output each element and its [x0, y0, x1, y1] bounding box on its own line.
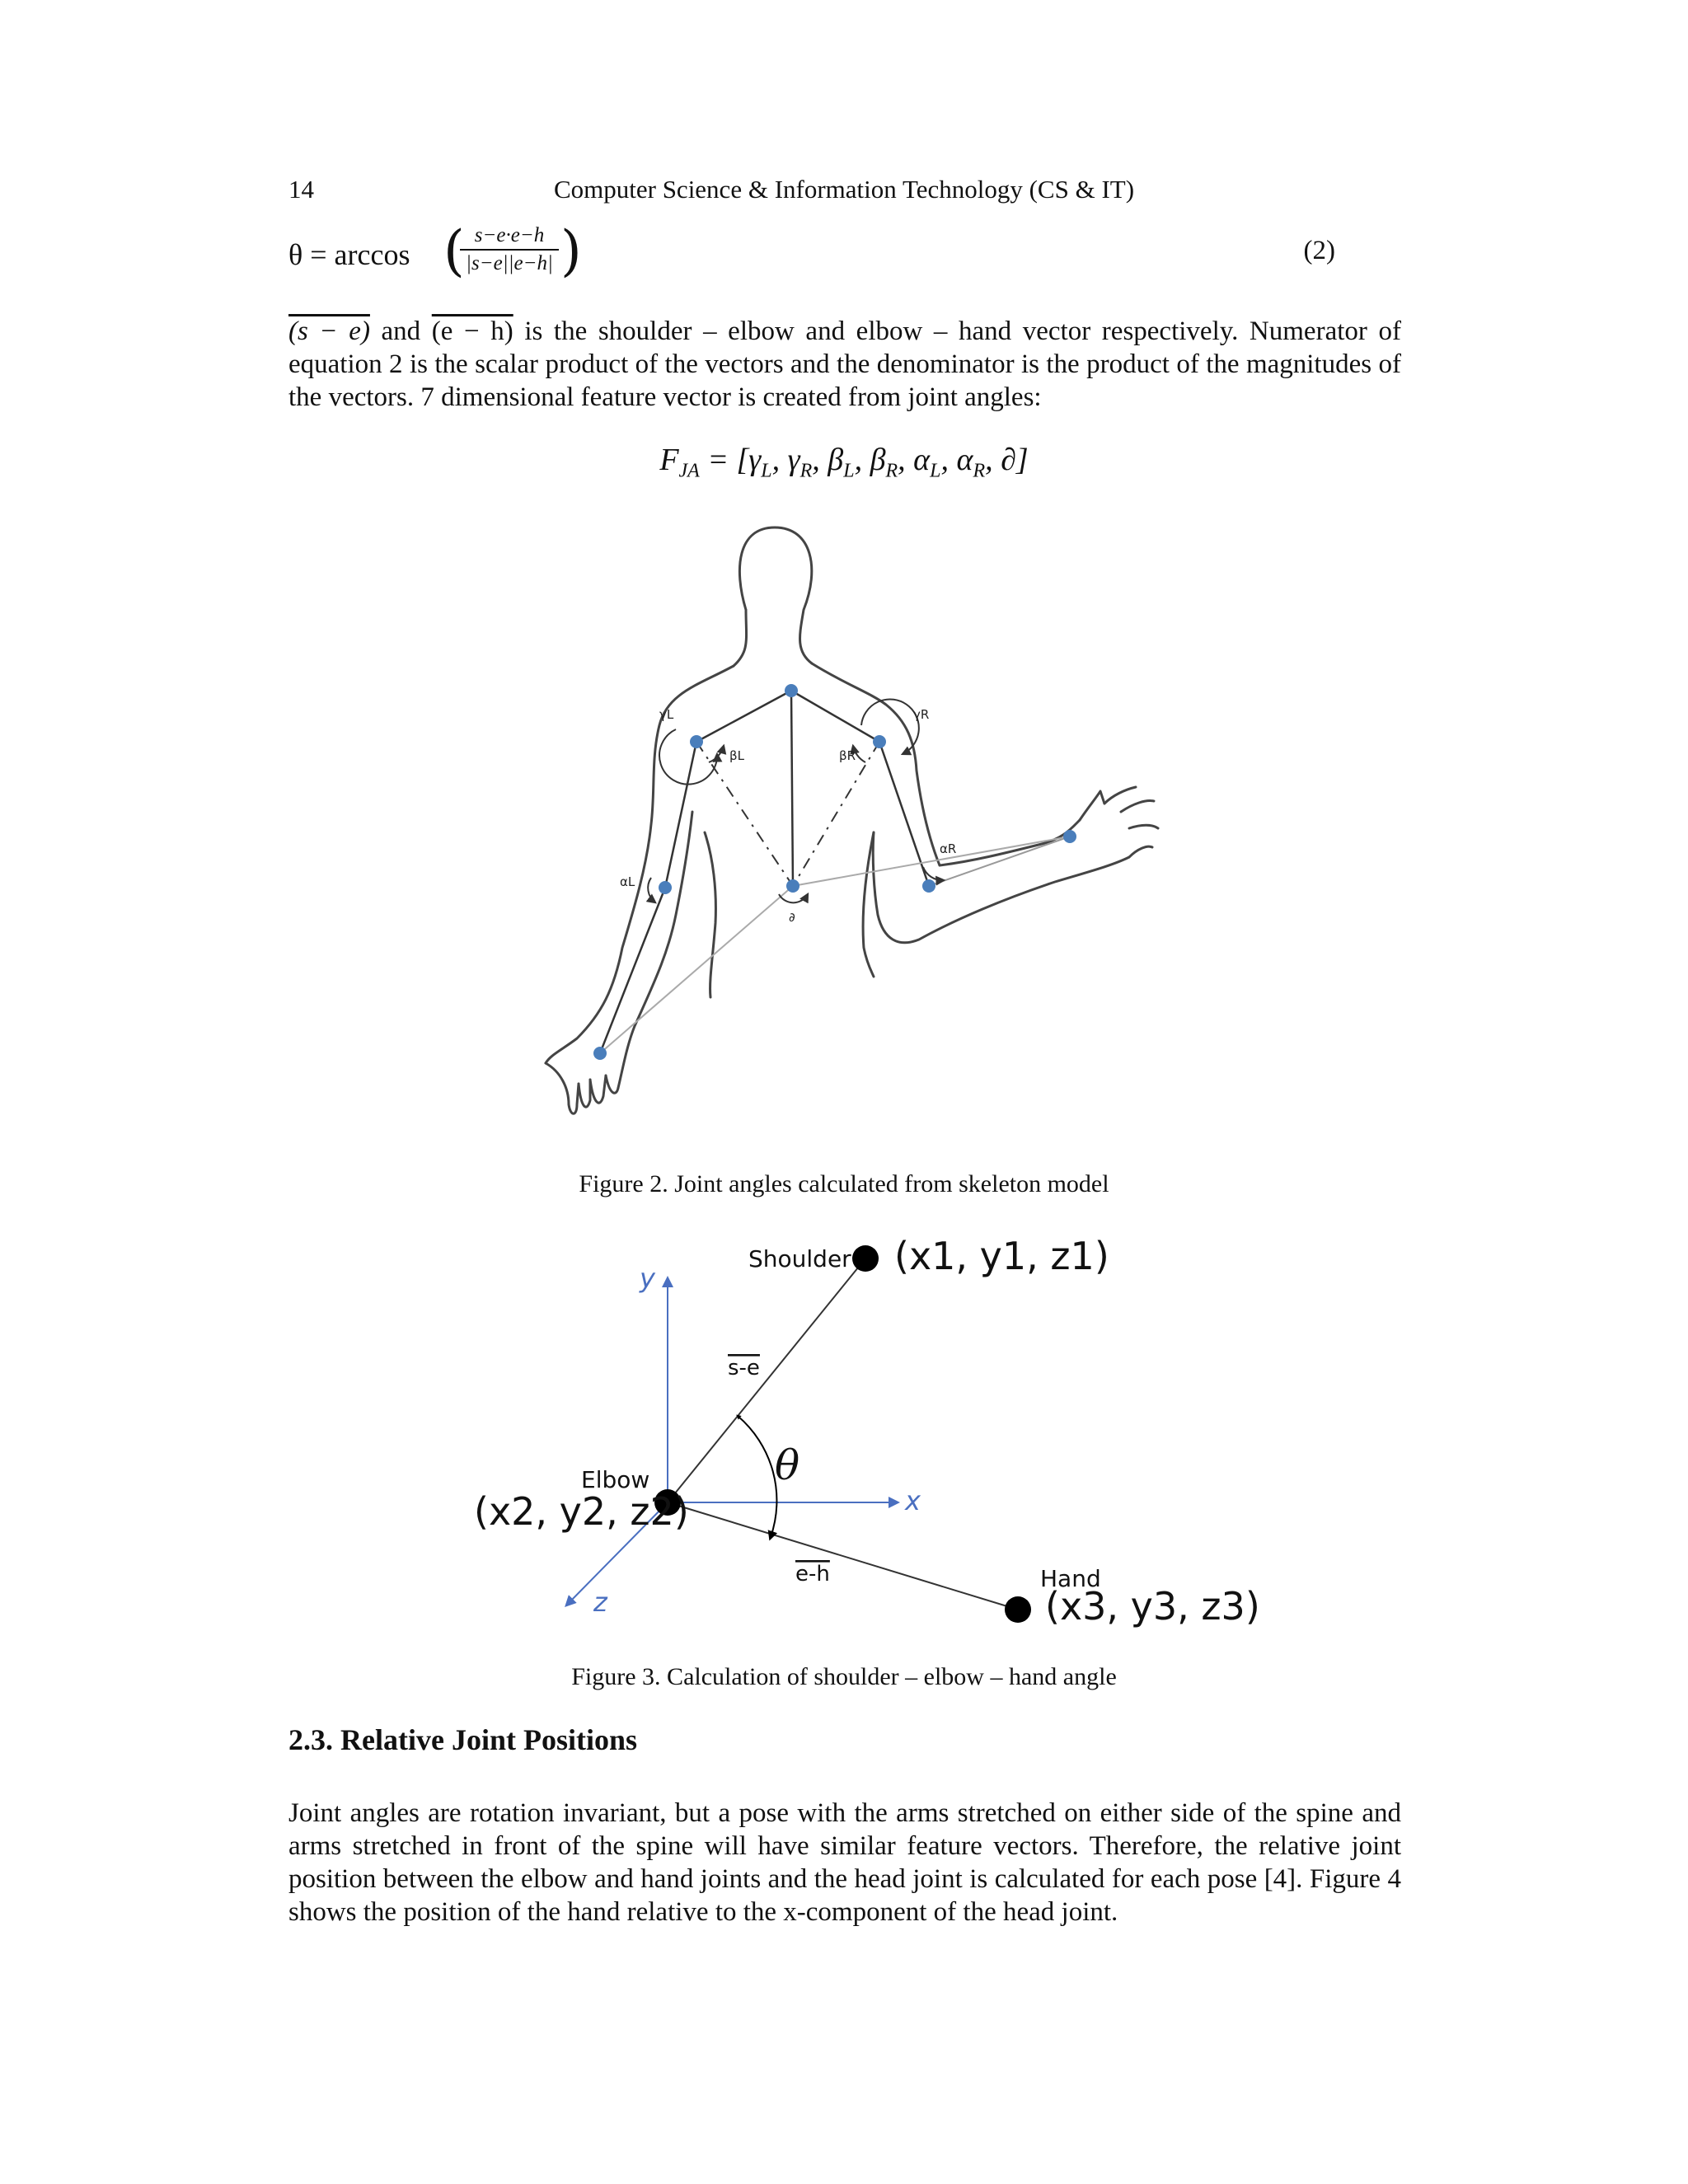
label-hand: Hand — [1040, 1565, 1101, 1592]
figure-3-points — [654, 1245, 1031, 1623]
left-paren: ( — [443, 219, 465, 283]
equation-numerator: s−e·e−h — [460, 224, 559, 251]
page-number: 14 — [288, 175, 314, 204]
conjunction: and — [369, 316, 432, 346]
label-beta-r: βR — [839, 748, 856, 763]
paragraph-body: is the shoulder – elbow and elbow – hand vector respectively. Numerator of equation 2 is the scalar product of the vectors and the denominator is the product of the magnitudes of the vectors. 7 dimensional feature vector is created from joint angles: — [288, 316, 1401, 412]
label-alpha-r: αR — [940, 841, 957, 856]
equation-lhs: θ = arccos — [288, 238, 410, 271]
label-axis-y: y — [640, 1263, 655, 1294]
vectors — [668, 1258, 1018, 1610]
label-axis-x: x — [905, 1485, 921, 1516]
label-shoulder-coords: (x1, y1, z1) — [894, 1234, 1109, 1278]
feature-lhs: F — [659, 443, 679, 477]
theta-arc — [738, 1416, 776, 1537]
segment-elbow-hand — [668, 1502, 1018, 1610]
label-elbow: Elbow — [581, 1466, 650, 1493]
label-vector-eh: e-h — [795, 1562, 830, 1586]
point-hand — [1005, 1596, 1031, 1623]
label-axis-z: z — [593, 1586, 607, 1618]
label-shoulder: Shoulder — [748, 1245, 851, 1272]
equation-number: (2) — [1303, 236, 1335, 265]
vector-se: (s − e) — [288, 316, 370, 346]
section-heading: 2.3. Relative Joint Positions — [288, 1723, 637, 1756]
label-beta-l: βL — [729, 748, 744, 763]
label-theta: θ — [775, 1441, 800, 1489]
vector-eh: (e − h) — [431, 316, 513, 346]
feature-lhs-sub: JA — [678, 460, 700, 482]
label-hand-coords: (x3, y3, z3) — [1045, 1584, 1260, 1629]
axes — [569, 1282, 894, 1603]
point-shoulder — [852, 1245, 879, 1272]
equation-denominator: |s−e||e−h| — [466, 252, 553, 274]
paragraph-relative-joints: Joint angles are rotation invariant, but a pose with the arms stretched on either side of the spine and arms stretched in front of the spine will have similar feature vectors. Therefore, the relative joint position between the elbow and hand joints and the head joint is calculated for each pose [4]. Figure 4 shows the position of the hand relative to the x-component of the head joint. — [288, 1798, 1401, 1927]
figure-2-caption: Figure 2. Joint angles calculated from skeleton model — [579, 1170, 1109, 1197]
label-partial: ∂ — [789, 910, 795, 925]
label-vector-se: s-e — [728, 1356, 760, 1380]
label-alpha-l: αL — [620, 874, 635, 889]
figure-3-caption: Figure 3. Calculation of shoulder – elbow – hand angle — [571, 1663, 1117, 1690]
running-header: Computer Science & Information Technology (CS & IT) — [553, 175, 1135, 204]
label-elbow-coords: (x2, y2, z2) — [474, 1489, 689, 1534]
label-gamma-r: γR — [913, 707, 930, 722]
label-gamma-l: γL — [659, 707, 674, 722]
feature-rhs: = [$\gamma_L$, $\gamma_R$, $\beta_L$, $\beta_R$, $\alpha_L$, $\alpha_R$, ∂] — [699, 443, 1029, 482]
right-paren: ) — [560, 219, 582, 283]
segment-shoulder-elbow — [668, 1258, 865, 1502]
